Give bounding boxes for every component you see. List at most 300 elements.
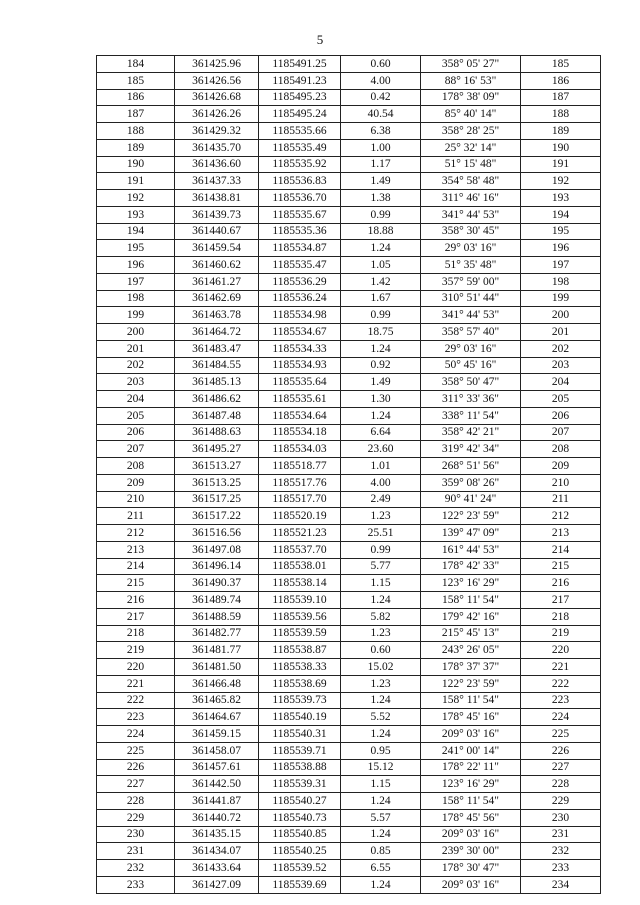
distance-cell: 4.00 bbox=[341, 72, 421, 89]
next-point-number-cell: 207 bbox=[521, 424, 601, 441]
y-coordinate-cell: 1185539.71 bbox=[259, 742, 341, 759]
bearing-cell: 158° 11' 54" bbox=[421, 592, 521, 609]
distance-cell: 6.38 bbox=[341, 123, 421, 140]
point-number-cell: 194 bbox=[97, 223, 175, 240]
next-point-number-cell: 230 bbox=[521, 809, 601, 826]
distance-cell: 1.24 bbox=[341, 340, 421, 357]
distance-cell: 0.95 bbox=[341, 742, 421, 759]
point-number-cell: 220 bbox=[97, 659, 175, 676]
table-row bbox=[97, 508, 601, 525]
point-number-cell: 198 bbox=[97, 290, 175, 307]
y-coordinate-cell: 1185535.67 bbox=[259, 206, 341, 223]
bearing-cell: 358° 05' 27" bbox=[421, 56, 521, 73]
bearing-cell: 139° 47' 09" bbox=[421, 525, 521, 542]
x-coordinate-cell: 361484.55 bbox=[175, 357, 259, 374]
bearing-cell: 178° 38' 09" bbox=[421, 89, 521, 106]
x-coordinate-cell: 361438.81 bbox=[175, 190, 259, 207]
y-coordinate-cell: 1185538.87 bbox=[259, 642, 341, 659]
next-point-number-cell: 197 bbox=[521, 257, 601, 274]
point-number-cell: 206 bbox=[97, 424, 175, 441]
x-coordinate-cell: 361481.50 bbox=[175, 659, 259, 676]
coordinates-table bbox=[96, 55, 601, 894]
point-number-cell: 213 bbox=[97, 541, 175, 558]
y-coordinate-cell: 1185538.01 bbox=[259, 558, 341, 575]
y-coordinate-cell: 1185491.25 bbox=[259, 56, 341, 73]
next-point-number-cell: 226 bbox=[521, 742, 601, 759]
next-point-number-cell: 211 bbox=[521, 491, 601, 508]
next-point-number-cell: 194 bbox=[521, 206, 601, 223]
x-coordinate-cell: 361513.25 bbox=[175, 474, 259, 491]
bearing-cell: 319° 42' 34" bbox=[421, 441, 521, 458]
table-row bbox=[97, 742, 601, 759]
x-coordinate-cell: 361482.77 bbox=[175, 625, 259, 642]
distance-cell: 1.24 bbox=[341, 592, 421, 609]
x-coordinate-cell: 361516.56 bbox=[175, 525, 259, 542]
x-coordinate-cell: 361488.63 bbox=[175, 424, 259, 441]
bearing-cell: 311° 46' 16" bbox=[421, 190, 521, 207]
point-number-cell: 224 bbox=[97, 726, 175, 743]
next-point-number-cell: 227 bbox=[521, 759, 601, 776]
bearing-cell: 25° 32' 14" bbox=[421, 139, 521, 156]
table-row bbox=[97, 223, 601, 240]
y-coordinate-cell: 1185540.25 bbox=[259, 843, 341, 860]
point-number-cell: 195 bbox=[97, 240, 175, 257]
point-number-cell: 208 bbox=[97, 458, 175, 475]
bearing-cell: 338° 11' 54" bbox=[421, 407, 521, 424]
y-coordinate-cell: 1185534.64 bbox=[259, 407, 341, 424]
next-point-number-cell: 234 bbox=[521, 876, 601, 893]
bearing-cell: 357° 59' 00" bbox=[421, 273, 521, 290]
next-point-number-cell: 185 bbox=[521, 56, 601, 73]
table-row bbox=[97, 206, 601, 223]
point-number-cell: 197 bbox=[97, 273, 175, 290]
point-number-cell: 189 bbox=[97, 139, 175, 156]
next-point-number-cell: 233 bbox=[521, 860, 601, 877]
distance-cell: 1.24 bbox=[341, 240, 421, 257]
y-coordinate-cell: 1185540.27 bbox=[259, 793, 341, 810]
distance-cell: 1.15 bbox=[341, 776, 421, 793]
x-coordinate-cell: 361466.48 bbox=[175, 675, 259, 692]
bearing-cell: 178° 37' 37" bbox=[421, 659, 521, 676]
table-row bbox=[97, 692, 601, 709]
y-coordinate-cell: 1185534.33 bbox=[259, 340, 341, 357]
y-coordinate-cell: 1185538.69 bbox=[259, 675, 341, 692]
table-row bbox=[97, 809, 601, 826]
point-number-cell: 226 bbox=[97, 759, 175, 776]
table-row bbox=[97, 56, 601, 73]
point-number-cell: 203 bbox=[97, 374, 175, 391]
x-coordinate-cell: 361457.61 bbox=[175, 759, 259, 776]
x-coordinate-cell: 361517.22 bbox=[175, 508, 259, 525]
x-coordinate-cell: 361459.54 bbox=[175, 240, 259, 257]
distance-cell: 0.99 bbox=[341, 307, 421, 324]
distance-cell: 1.23 bbox=[341, 508, 421, 525]
table-row bbox=[97, 525, 601, 542]
x-coordinate-cell: 361497.08 bbox=[175, 541, 259, 558]
next-point-number-cell: 206 bbox=[521, 407, 601, 424]
point-number-cell: 232 bbox=[97, 860, 175, 877]
distance-cell: 15.12 bbox=[341, 759, 421, 776]
distance-cell: 1.17 bbox=[341, 156, 421, 173]
x-coordinate-cell: 361483.47 bbox=[175, 340, 259, 357]
distance-cell: 4.00 bbox=[341, 474, 421, 491]
distance-cell: 23.60 bbox=[341, 441, 421, 458]
next-point-number-cell: 189 bbox=[521, 123, 601, 140]
table-row bbox=[97, 340, 601, 357]
table-row bbox=[97, 190, 601, 207]
x-coordinate-cell: 361440.72 bbox=[175, 809, 259, 826]
table-row bbox=[97, 793, 601, 810]
table-row bbox=[97, 307, 601, 324]
point-number-cell: 223 bbox=[97, 709, 175, 726]
table-row bbox=[97, 675, 601, 692]
x-coordinate-cell: 361439.73 bbox=[175, 206, 259, 223]
point-number-cell: 210 bbox=[97, 491, 175, 508]
bearing-cell: 123° 16' 29" bbox=[421, 776, 521, 793]
x-coordinate-cell: 361461.27 bbox=[175, 273, 259, 290]
x-coordinate-cell: 361460.62 bbox=[175, 257, 259, 274]
bearing-cell: 51° 15' 48" bbox=[421, 156, 521, 173]
y-coordinate-cell: 1185534.93 bbox=[259, 357, 341, 374]
distance-cell: 1.42 bbox=[341, 273, 421, 290]
x-coordinate-cell: 361458.07 bbox=[175, 742, 259, 759]
bearing-cell: 178° 30' 47" bbox=[421, 860, 521, 877]
distance-cell: 1.24 bbox=[341, 726, 421, 743]
bearing-cell: 358° 50' 47" bbox=[421, 374, 521, 391]
bearing-cell: 29° 03' 16" bbox=[421, 340, 521, 357]
x-coordinate-cell: 361425.96 bbox=[175, 56, 259, 73]
table-row bbox=[97, 324, 601, 341]
x-coordinate-cell: 361495.27 bbox=[175, 441, 259, 458]
point-number-cell: 201 bbox=[97, 340, 175, 357]
point-number-cell: 200 bbox=[97, 324, 175, 341]
next-point-number-cell: 186 bbox=[521, 72, 601, 89]
distance-cell: 1.24 bbox=[341, 793, 421, 810]
next-point-number-cell: 221 bbox=[521, 659, 601, 676]
y-coordinate-cell: 1185517.70 bbox=[259, 491, 341, 508]
x-coordinate-cell: 361436.60 bbox=[175, 156, 259, 173]
point-number-cell: 211 bbox=[97, 508, 175, 525]
table-row bbox=[97, 391, 601, 408]
point-number-cell: 221 bbox=[97, 675, 175, 692]
x-coordinate-cell: 361488.59 bbox=[175, 608, 259, 625]
coordinates-table-body bbox=[97, 56, 601, 894]
bearing-cell: 158° 11' 54" bbox=[421, 692, 521, 709]
y-coordinate-cell: 1185535.47 bbox=[259, 257, 341, 274]
next-point-number-cell: 222 bbox=[521, 675, 601, 692]
distance-cell: 0.42 bbox=[341, 89, 421, 106]
distance-cell: 1.01 bbox=[341, 458, 421, 475]
x-coordinate-cell: 361442.50 bbox=[175, 776, 259, 793]
x-coordinate-cell: 361465.82 bbox=[175, 692, 259, 709]
point-number-cell: 191 bbox=[97, 173, 175, 190]
y-coordinate-cell: 1185495.23 bbox=[259, 89, 341, 106]
y-coordinate-cell: 1185538.33 bbox=[259, 659, 341, 676]
next-point-number-cell: 214 bbox=[521, 541, 601, 558]
table-row bbox=[97, 843, 601, 860]
table-row bbox=[97, 123, 601, 140]
distance-cell: 5.77 bbox=[341, 558, 421, 575]
bearing-cell: 268° 51' 56" bbox=[421, 458, 521, 475]
x-coordinate-cell: 361485.13 bbox=[175, 374, 259, 391]
table-row bbox=[97, 374, 601, 391]
next-point-number-cell: 201 bbox=[521, 324, 601, 341]
next-point-number-cell: 210 bbox=[521, 474, 601, 491]
table-row bbox=[97, 826, 601, 843]
next-point-number-cell: 196 bbox=[521, 240, 601, 257]
point-number-cell: 229 bbox=[97, 809, 175, 826]
point-number-cell: 205 bbox=[97, 407, 175, 424]
bearing-cell: 311° 33' 36" bbox=[421, 391, 521, 408]
next-point-number-cell: 203 bbox=[521, 357, 601, 374]
bearing-cell: 354° 58' 48" bbox=[421, 173, 521, 190]
point-number-cell: 204 bbox=[97, 391, 175, 408]
distance-cell: 1.38 bbox=[341, 190, 421, 207]
distance-cell: 1.24 bbox=[341, 407, 421, 424]
distance-cell: 6.55 bbox=[341, 860, 421, 877]
next-point-number-cell: 224 bbox=[521, 709, 601, 726]
y-coordinate-cell: 1185495.24 bbox=[259, 106, 341, 123]
next-point-number-cell: 219 bbox=[521, 625, 601, 642]
distance-cell: 15.02 bbox=[341, 659, 421, 676]
table-row bbox=[97, 173, 601, 190]
bearing-cell: 341° 44' 53" bbox=[421, 307, 521, 324]
next-point-number-cell: 190 bbox=[521, 139, 601, 156]
distance-cell: 18.75 bbox=[341, 324, 421, 341]
table-row bbox=[97, 474, 601, 491]
y-coordinate-cell: 1185536.83 bbox=[259, 173, 341, 190]
bearing-cell: 51° 35' 48" bbox=[421, 257, 521, 274]
next-point-number-cell: 200 bbox=[521, 307, 601, 324]
table-row bbox=[97, 106, 601, 123]
bearing-cell: 341° 44' 53" bbox=[421, 206, 521, 223]
distance-cell: 0.92 bbox=[341, 357, 421, 374]
y-coordinate-cell: 1185518.77 bbox=[259, 458, 341, 475]
distance-cell: 1.15 bbox=[341, 575, 421, 592]
bearing-cell: 241° 00' 14" bbox=[421, 742, 521, 759]
x-coordinate-cell: 361463.78 bbox=[175, 307, 259, 324]
x-coordinate-cell: 361437.33 bbox=[175, 173, 259, 190]
distance-cell: 1.49 bbox=[341, 173, 421, 190]
table-row bbox=[97, 608, 601, 625]
point-number-cell: 219 bbox=[97, 642, 175, 659]
x-coordinate-cell: 361487.48 bbox=[175, 407, 259, 424]
bearing-cell: 358° 57' 40" bbox=[421, 324, 521, 341]
y-coordinate-cell: 1185539.31 bbox=[259, 776, 341, 793]
table-row bbox=[97, 491, 601, 508]
page-number: 5 bbox=[316, 32, 324, 47]
next-point-number-cell: 225 bbox=[521, 726, 601, 743]
table-row bbox=[97, 575, 601, 592]
bearing-cell: 178° 22' 11" bbox=[421, 759, 521, 776]
distance-cell: 1.49 bbox=[341, 374, 421, 391]
point-number-cell: 227 bbox=[97, 776, 175, 793]
next-point-number-cell: 193 bbox=[521, 190, 601, 207]
y-coordinate-cell: 1185534.03 bbox=[259, 441, 341, 458]
table-row bbox=[97, 558, 601, 575]
next-point-number-cell: 199 bbox=[521, 290, 601, 307]
point-number-cell: 218 bbox=[97, 625, 175, 642]
y-coordinate-cell: 1185536.24 bbox=[259, 290, 341, 307]
bearing-cell: 178° 45' 56" bbox=[421, 809, 521, 826]
bearing-cell: 85° 40' 14" bbox=[421, 106, 521, 123]
x-coordinate-cell: 361486.62 bbox=[175, 391, 259, 408]
table-row bbox=[97, 860, 601, 877]
distance-cell: 18.88 bbox=[341, 223, 421, 240]
distance-cell: 0.99 bbox=[341, 206, 421, 223]
point-number-cell: 222 bbox=[97, 692, 175, 709]
table-row bbox=[97, 156, 601, 173]
next-point-number-cell: 195 bbox=[521, 223, 601, 240]
next-point-number-cell: 198 bbox=[521, 273, 601, 290]
table-row bbox=[97, 642, 601, 659]
point-number-cell: 192 bbox=[97, 190, 175, 207]
x-coordinate-cell: 361462.69 bbox=[175, 290, 259, 307]
table-row bbox=[97, 458, 601, 475]
distance-cell: 0.99 bbox=[341, 541, 421, 558]
point-number-cell: 187 bbox=[97, 106, 175, 123]
table-row bbox=[97, 257, 601, 274]
y-coordinate-cell: 1185539.52 bbox=[259, 860, 341, 877]
x-coordinate-cell: 361464.67 bbox=[175, 709, 259, 726]
point-number-cell: 215 bbox=[97, 575, 175, 592]
next-point-number-cell: 188 bbox=[521, 106, 601, 123]
y-coordinate-cell: 1185539.69 bbox=[259, 876, 341, 893]
next-point-number-cell: 223 bbox=[521, 692, 601, 709]
next-point-number-cell: 228 bbox=[521, 776, 601, 793]
bearing-cell: 358° 28' 25" bbox=[421, 123, 521, 140]
x-coordinate-cell: 361440.67 bbox=[175, 223, 259, 240]
table-row bbox=[97, 357, 601, 374]
distance-cell: 2.49 bbox=[341, 491, 421, 508]
x-coordinate-cell: 361464.72 bbox=[175, 324, 259, 341]
y-coordinate-cell: 1185537.70 bbox=[259, 541, 341, 558]
x-coordinate-cell: 361429.32 bbox=[175, 123, 259, 140]
bearing-cell: 359° 08' 26" bbox=[421, 474, 521, 491]
table-row bbox=[97, 709, 601, 726]
y-coordinate-cell: 1185536.29 bbox=[259, 273, 341, 290]
distance-cell: 1.67 bbox=[341, 290, 421, 307]
bearing-cell: 88° 16' 53" bbox=[421, 72, 521, 89]
table-row bbox=[97, 876, 601, 893]
point-number-cell: 190 bbox=[97, 156, 175, 173]
table-row bbox=[97, 290, 601, 307]
bearing-cell: 122° 23' 59" bbox=[421, 675, 521, 692]
bearing-cell: 358° 30' 45" bbox=[421, 223, 521, 240]
y-coordinate-cell: 1185534.87 bbox=[259, 240, 341, 257]
distance-cell: 1.24 bbox=[341, 876, 421, 893]
y-coordinate-cell: 1185520.19 bbox=[259, 508, 341, 525]
bearing-cell: 215° 45' 13" bbox=[421, 625, 521, 642]
bearing-cell: 358° 42' 21" bbox=[421, 424, 521, 441]
distance-cell: 0.85 bbox=[341, 843, 421, 860]
next-point-number-cell: 215 bbox=[521, 558, 601, 575]
x-coordinate-cell: 361426.56 bbox=[175, 72, 259, 89]
next-point-number-cell: 208 bbox=[521, 441, 601, 458]
point-number-cell: 202 bbox=[97, 357, 175, 374]
distance-cell: 1.05 bbox=[341, 257, 421, 274]
bearing-cell: 123° 16' 29" bbox=[421, 575, 521, 592]
y-coordinate-cell: 1185535.61 bbox=[259, 391, 341, 408]
y-coordinate-cell: 1185536.70 bbox=[259, 190, 341, 207]
table-row bbox=[97, 240, 601, 257]
y-coordinate-cell: 1185539.73 bbox=[259, 692, 341, 709]
y-coordinate-cell: 1185517.76 bbox=[259, 474, 341, 491]
y-coordinate-cell: 1185535.66 bbox=[259, 123, 341, 140]
table-row bbox=[97, 72, 601, 89]
distance-cell: 1.00 bbox=[341, 139, 421, 156]
point-number-cell: 196 bbox=[97, 257, 175, 274]
point-number-cell: 207 bbox=[97, 441, 175, 458]
x-coordinate-cell: 361481.77 bbox=[175, 642, 259, 659]
next-point-number-cell: 216 bbox=[521, 575, 601, 592]
table-row bbox=[97, 89, 601, 106]
point-number-cell: 217 bbox=[97, 608, 175, 625]
next-point-number-cell: 187 bbox=[521, 89, 601, 106]
y-coordinate-cell: 1185538.88 bbox=[259, 759, 341, 776]
table-row bbox=[97, 776, 601, 793]
y-coordinate-cell: 1185540.73 bbox=[259, 809, 341, 826]
point-number-cell: 212 bbox=[97, 525, 175, 542]
table-row bbox=[97, 759, 601, 776]
y-coordinate-cell: 1185535.36 bbox=[259, 223, 341, 240]
distance-cell: 1.23 bbox=[341, 675, 421, 692]
distance-cell: 40.54 bbox=[341, 106, 421, 123]
point-number-cell: 214 bbox=[97, 558, 175, 575]
bearing-cell: 209° 03' 16" bbox=[421, 876, 521, 893]
point-number-cell: 216 bbox=[97, 592, 175, 609]
distance-cell: 1.24 bbox=[341, 692, 421, 709]
next-point-number-cell: 213 bbox=[521, 525, 601, 542]
point-number-cell: 184 bbox=[97, 56, 175, 73]
point-number-cell: 230 bbox=[97, 826, 175, 843]
table-row bbox=[97, 541, 601, 558]
table-row bbox=[97, 441, 601, 458]
distance-cell: 1.30 bbox=[341, 391, 421, 408]
next-point-number-cell: 220 bbox=[521, 642, 601, 659]
next-point-number-cell: 218 bbox=[521, 608, 601, 625]
x-coordinate-cell: 361435.15 bbox=[175, 826, 259, 843]
x-coordinate-cell: 361434.07 bbox=[175, 843, 259, 860]
distance-cell: 6.64 bbox=[341, 424, 421, 441]
point-number-cell: 188 bbox=[97, 123, 175, 140]
bearing-cell: 158° 11' 54" bbox=[421, 793, 521, 810]
x-coordinate-cell: 361459.15 bbox=[175, 726, 259, 743]
next-point-number-cell: 231 bbox=[521, 826, 601, 843]
x-coordinate-cell: 361441.87 bbox=[175, 793, 259, 810]
table-row bbox=[97, 424, 601, 441]
y-coordinate-cell: 1185534.67 bbox=[259, 324, 341, 341]
bearing-cell: 90° 41' 24" bbox=[421, 491, 521, 508]
table-row bbox=[97, 407, 601, 424]
point-number-cell: 193 bbox=[97, 206, 175, 223]
x-coordinate-cell: 361513.27 bbox=[175, 458, 259, 475]
y-coordinate-cell: 1185539.10 bbox=[259, 592, 341, 609]
next-point-number-cell: 217 bbox=[521, 592, 601, 609]
point-number-cell: 228 bbox=[97, 793, 175, 810]
x-coordinate-cell: 361426.26 bbox=[175, 106, 259, 123]
x-coordinate-cell: 361427.09 bbox=[175, 876, 259, 893]
table-row bbox=[97, 726, 601, 743]
next-point-number-cell: 204 bbox=[521, 374, 601, 391]
point-number-cell: 231 bbox=[97, 843, 175, 860]
distance-cell: 5.57 bbox=[341, 809, 421, 826]
bearing-cell: 209° 03' 16" bbox=[421, 726, 521, 743]
x-coordinate-cell: 361496.14 bbox=[175, 558, 259, 575]
point-number-cell: 225 bbox=[97, 742, 175, 759]
distance-cell: 25.51 bbox=[341, 525, 421, 542]
table-row bbox=[97, 659, 601, 676]
